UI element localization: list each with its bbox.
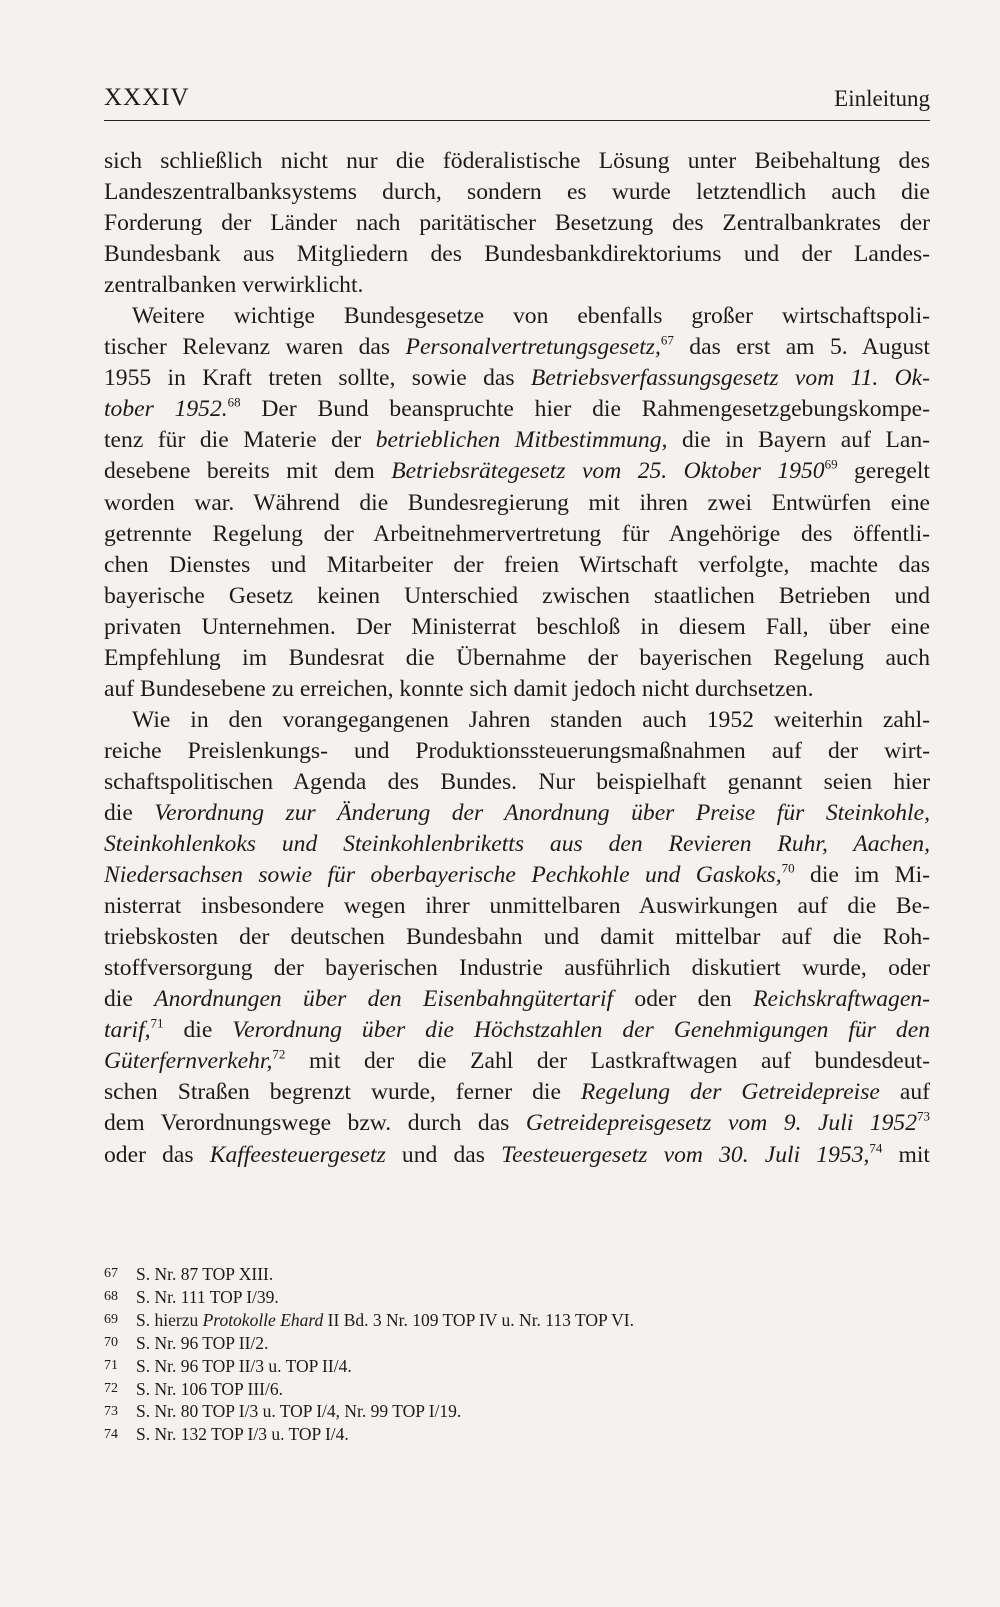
footnote: 67 S. Nr. 87 TOP XIII. <box>104 1264 274 1284</box>
text-line: Wie in den vorangegangenen Jahren standen auch 1952 weiterhin zahl- <box>132 706 930 733</box>
text-line: desebene bereits mit dem Betriebsrätegesetz vom 25. Oktober 1950$^{69}$ geregelt <box>104 456 930 485</box>
text-line: zentralbanken verwirklicht. <box>104 272 364 299</box>
page-number: XXXIV <box>104 84 190 111</box>
text-line: tober 1952.68 Der Bund beanspruchte hier die Rahmengesetzgebungskompe- <box>104 394 930 423</box>
text-line: bayerische Gesetz keinen Unterschied zwischen staatlichen Betrieben und <box>104 582 930 609</box>
footnote: 73 S. Nr. 80 TOP I/3 u. TOP I/4, Nr. 99 TOP I/19. <box>104 1401 462 1422</box>
footnotes <box>104 1263 930 1446</box>
text-line: Niedersachsen sowie für oberbayerische Pechkohle und Gaskoks,$^{70}$ die im Mi- <box>104 860 930 889</box>
text-line: sich schließlich nicht nur die föderalistische Lösung unter Beibehaltung des <box>104 148 930 174</box>
text-line: reiche Preislenkungs- und Produktionssteuerungsmaßnahmen auf der wirt- <box>104 737 930 764</box>
text-line: auf Bundesebene zu erreichen, konnte sich damit jedoch nicht durchsetzen. <box>104 675 814 702</box>
footnote: 74 S. Nr. 132 TOP I/3 u. TOP I/4. <box>104 1424 349 1445</box>
text-line: Bundesbank aus Mitgliedern des Bundesbankdirektoriums und der Landes- <box>104 241 930 268</box>
text-line: oder das Kaffeesteuergesetz und das Teesteuergesetz vom 30. Juli 1953,74 mit <box>104 1139 930 1168</box>
text-line: worden war. Während die Bundesregierung mit ihren zwei Entwürfen eine <box>104 489 930 516</box>
text-line: tarif,$^{71}$ die Verordnung über die Höchstzahlen der Genehmigungen für den <box>104 1015 930 1044</box>
text-line: Güterfernverkehr,$^{72}$ mit der die Zahl der Lastkraftwagen auf bundesdeut- <box>104 1046 930 1075</box>
text-line: getrennte Regelung der Arbeitnehmervertretung für Angehörige des öffentli- <box>104 520 930 547</box>
text-line: privaten Unternehmen. Der Ministerrat beschloß in diesem Fall, über eine <box>104 613 930 640</box>
text-line: Steinkohlenkoks und Steinkohlenbriketts aus den Revieren Ruhr, Aachen, <box>104 831 930 858</box>
page-header <box>104 84 930 121</box>
text-line: chen Dienstes und Mitarbeiter der freien Wirtschaft verfolgte, machte das <box>104 551 930 578</box>
text-line: die Verordnung zur Änderung der Anordnung über Preise für Steinkohle, <box>104 799 930 826</box>
text-line: triebskosten der deutschen Bundesbahn und damit mittelbar auf die Roh- <box>104 924 930 951</box>
footnote: 69 S. hierzu Protokolle Ehard II Bd. 3 Nr. 109 TOP IV u. Nr. 113 TOP VI. <box>104 1309 634 1330</box>
text-line: die Anordnungen über den Eisenbahngütertarif oder den Reichskraftwagen- <box>104 986 930 1013</box>
text-line: stoffversorgung der bayerischen Industrie ausführlich diskutiert wurde, oder <box>104 955 930 982</box>
text-line: 1955 in Kraft treten sollte, sowie das Betriebsverfassungsgesetz vom 11. Ok- <box>104 365 931 392</box>
text-line: schen Straßen begrenzt wurde, ferner die Regelung der Getreidepreise auf <box>104 1079 930 1106</box>
text-line: Empfehlung im Bundesrat die Übernahme der bayerischen Regelung auch <box>104 644 930 671</box>
text-line: dem Verordnungswege bzw. durch das Getreidepreisgesetz vom 9. Juli 1952$^{73}$ <box>104 1108 930 1137</box>
footnote: 72 S. Nr. 106 TOP III/6. <box>104 1378 283 1399</box>
text-line: nisterrat insbesondere wegen ihrer unmittelbaren Auswirkungen auf die Be- <box>104 893 930 920</box>
text-line: Forderung der Länder nach paritätischer Besetzung des Zentralbankrates der <box>104 210 930 237</box>
footnote: 70 S. Nr. 96 TOP II/2. <box>104 1332 269 1353</box>
text-line: Weitere wichtige Bundesgesetze von ebenfalls großer wirtschaftspoli- <box>132 303 930 330</box>
text-line: schaftspolitischen Agenda des Bundes. Nur beispielhaft genannt seien hier <box>104 768 930 795</box>
body-text <box>104 146 930 1171</box>
text-line: tenz für die Materie der betrieblichen Mitbestimmung, die in Bayern auf Lan- <box>104 427 930 454</box>
text-line: tischer Relevanz waren das Personalvertretungsgesetz,$^{67}$ das erst am 5. August <box>104 332 930 361</box>
running-head: Einleitung <box>834 86 930 111</box>
footnote: 71 S. Nr. 96 TOP II/3 u. TOP II/4. <box>104 1355 352 1376</box>
text-line: Landeszentralbanksystems durch, sondern es wurde letztendlich auch die <box>104 179 930 206</box>
footnote: 68 S. Nr. 111 TOP I/39. <box>104 1286 279 1307</box>
